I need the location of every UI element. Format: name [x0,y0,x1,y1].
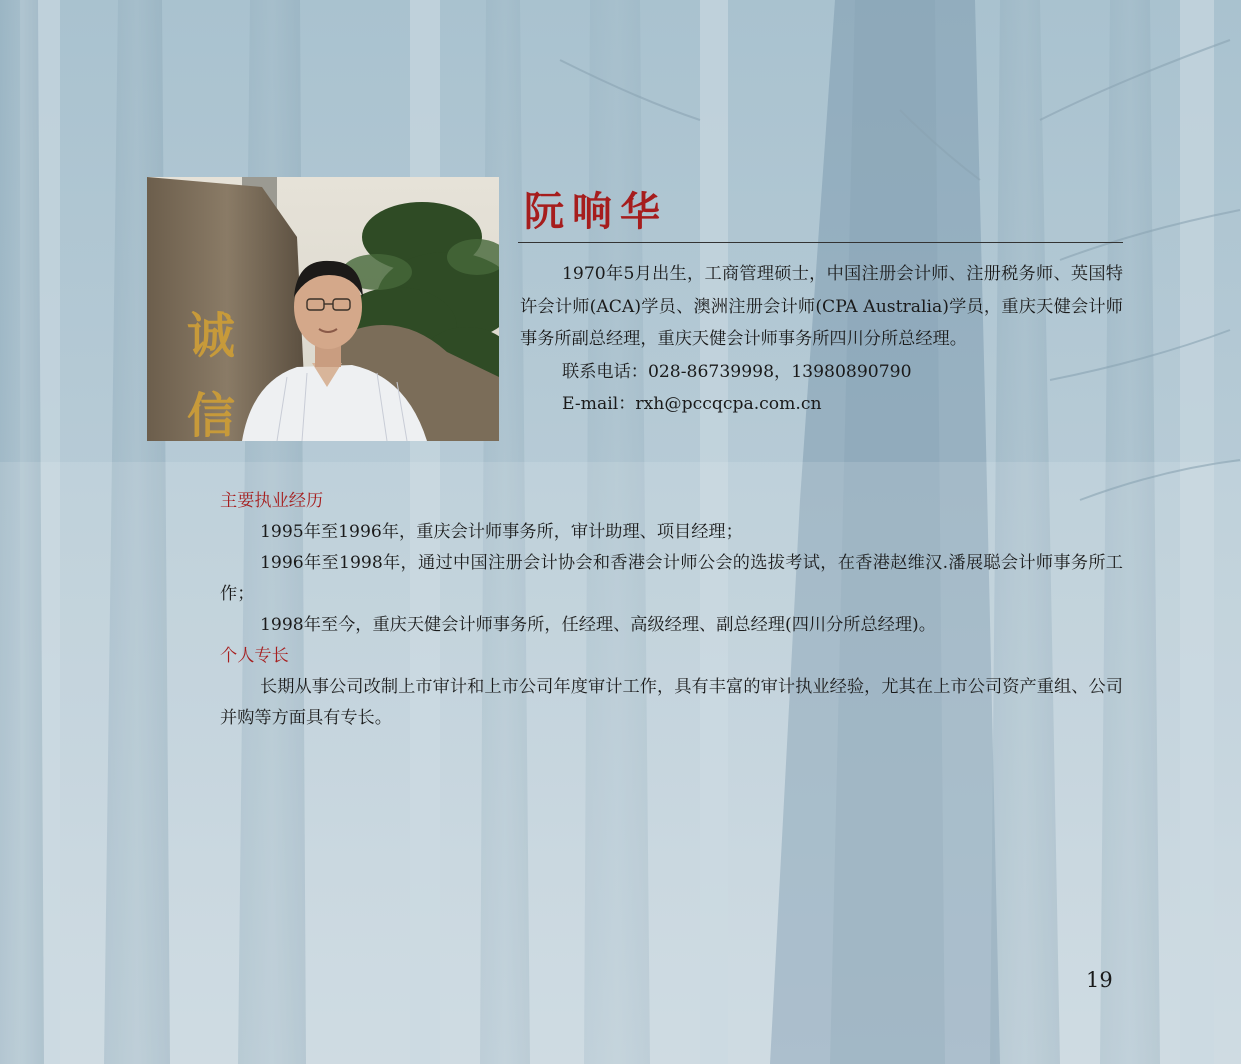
experience-item: 1996年至1998年，通过中国注册会计协会和香港会计师公会的选拔考试，在香港赵维汉.潘展聪会计师事务所工作； [220,553,1123,604]
bio-text: 1970年5月出生，工商管理硕士，中国注册会计师、注册税务师、英国特许会计师(ACA)学员、澳洲注册会计师(CPA Australia)学员，重庆天健会计师事务所副总经理，重庆天健会计师事务所四川分所总经理。 [520,264,1123,349]
bio-block [520,258,1123,421]
experience-item: 1995年至1996年，重庆会计师事务所，审计助理、项目经理； [260,522,743,542]
experience-heading: 主要执业经历 [220,491,324,511]
photo-sign-char-2: 信 [187,388,236,441]
specialty-heading: 个人专长 [220,646,289,666]
page-number: 19 [1086,968,1113,992]
main-content [220,486,1123,734]
specialty-text: 长期从事公司改制上市审计和上市公司年度审计工作，具有丰富的审计执业经验，尤其在上市公司资产重组、公司并购等方面具有专长。 [220,677,1123,728]
person-name: 阮响华 [524,188,668,235]
experience-item: 1998年至今，重庆天健会计师事务所，任经理、高级经理、副总经理(四川分所总经理)。 [260,615,936,635]
name-divider [518,242,1123,243]
email-line: E-mail：rxh@pccqcpa.com.cn [562,394,822,414]
portrait-photo [147,177,499,441]
photo-sign-char-1: 诚 [187,308,236,364]
phone-line: 联系电话：028-86739998，13980890790 [562,361,912,382]
